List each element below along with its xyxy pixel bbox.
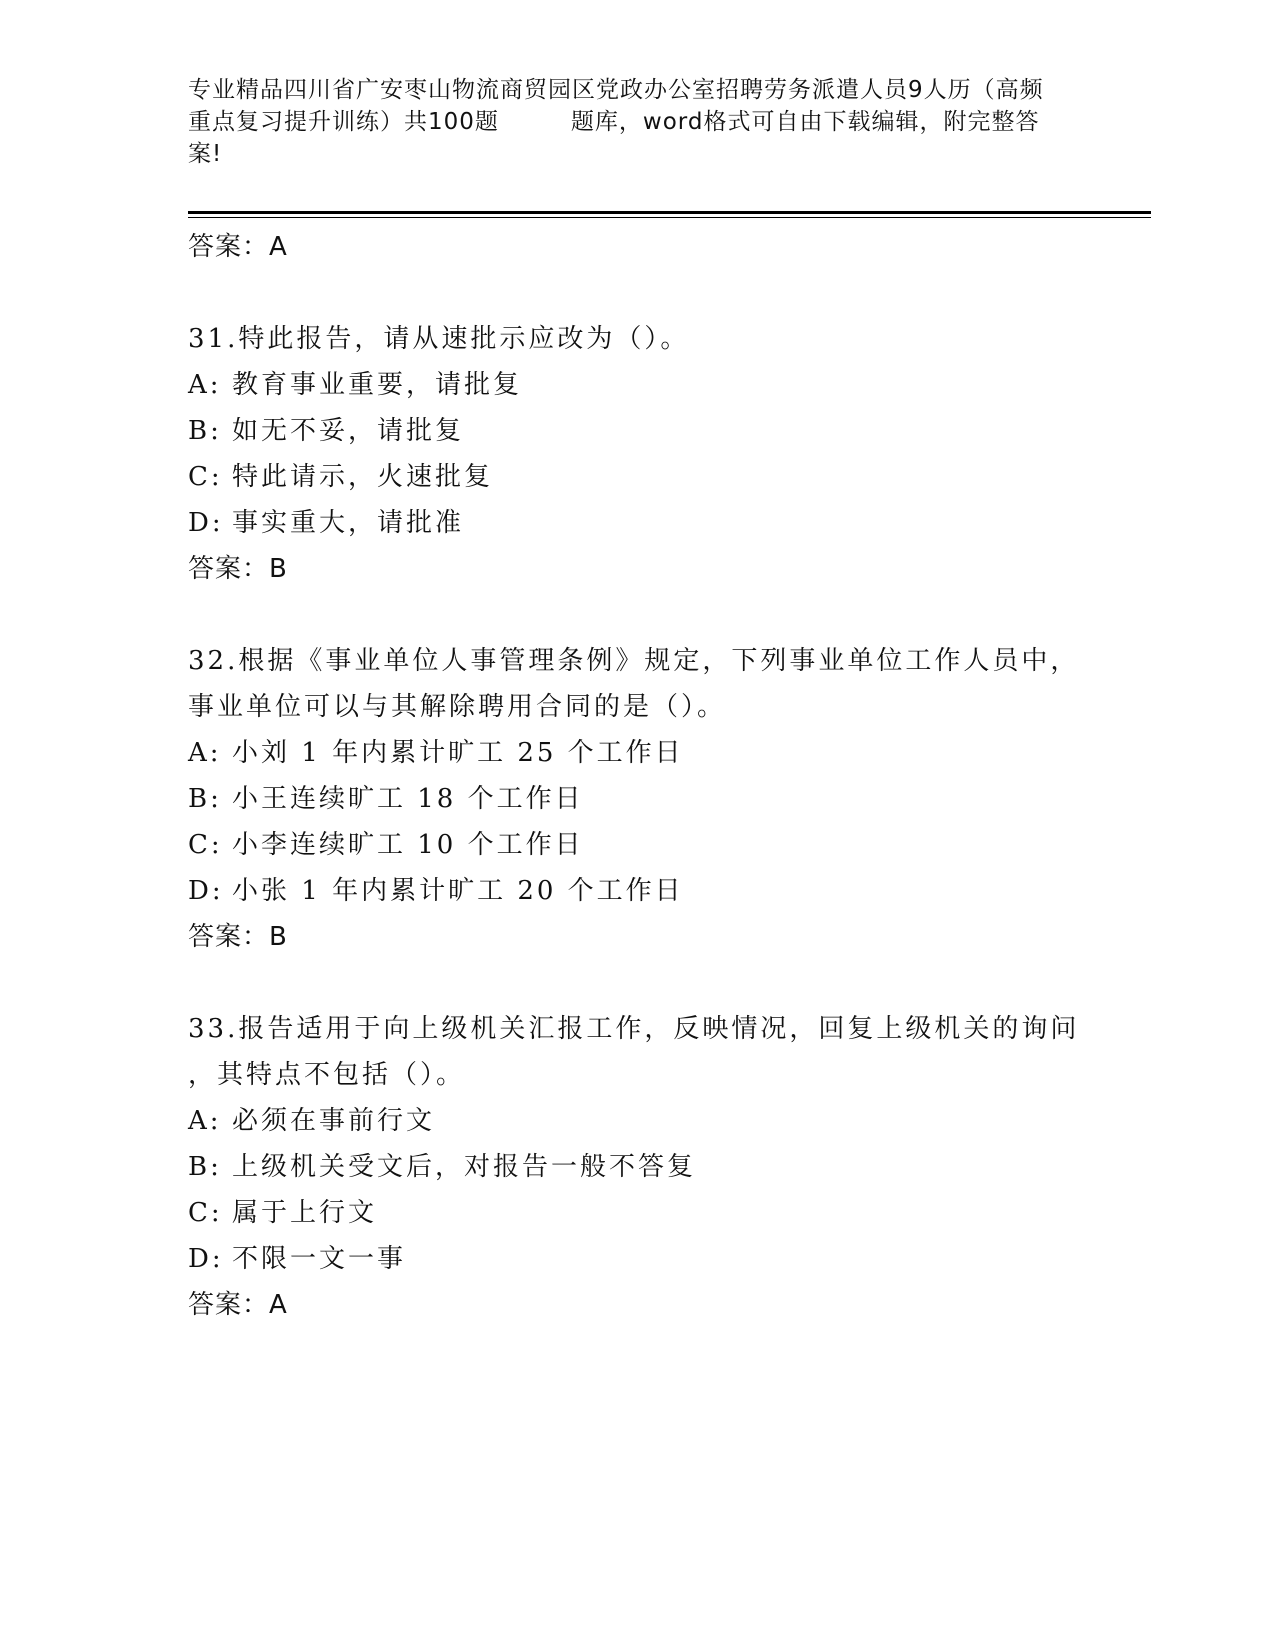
header-line: 专业精品四川省广安枣山物流商贸园区党政办公室招聘劳务派遣人员9人历（高频 bbox=[188, 77, 1044, 103]
option-b bbox=[188, 776, 1148, 822]
option-letter: A: bbox=[188, 1106, 222, 1136]
option-text: 小李连续旷工 10 个工作日 bbox=[232, 830, 584, 860]
option-a bbox=[188, 1098, 1148, 1144]
option-letter: A: bbox=[188, 738, 222, 768]
option-text: 事实重大，请批准 bbox=[232, 508, 465, 538]
option-b bbox=[188, 1144, 1148, 1190]
option-a bbox=[188, 730, 1148, 776]
header-line bbox=[188, 106, 1088, 138]
option-letter: D: bbox=[188, 1244, 224, 1274]
option-letter: B: bbox=[188, 416, 222, 446]
option-letter: C: bbox=[188, 830, 223, 860]
question-text: 33.报告适用于向上级机关汇报工作，反映情况，回复上级机关的询问 bbox=[188, 1014, 1080, 1044]
option-text: 特此请示，火速批复 bbox=[232, 462, 494, 492]
option-text: 上级机关受文后，对报告一般不答复 bbox=[232, 1152, 697, 1182]
question-text: 31.特此报告，请从速批示应改为（）。 bbox=[188, 324, 690, 354]
option-text: 小刘 1 年内累计旷工 25 个工作日 bbox=[232, 738, 684, 768]
header-text: 题库，word格式可自由下载编辑，附完整答 bbox=[570, 109, 1040, 135]
answer-label: 答案：A bbox=[188, 232, 288, 262]
question-item bbox=[188, 316, 1148, 592]
header-line: 案! bbox=[188, 141, 223, 167]
answer-label: 答案：A bbox=[188, 1290, 288, 1320]
header-divider bbox=[188, 211, 1151, 214]
option-letter: D: bbox=[188, 508, 224, 538]
question-item bbox=[188, 638, 1148, 960]
option-text: 必须在事前行文 bbox=[232, 1106, 436, 1136]
question-text: 32.根据《事业单位人事管理条例》规定，下列事业单位工作人员中， bbox=[188, 646, 1080, 676]
option-letter: A: bbox=[188, 370, 222, 400]
question-text: 事业单位可以与其解除聘用合同的是（）。 bbox=[188, 692, 727, 722]
option-text: 教育事业重要，请批复 bbox=[232, 370, 523, 400]
option-b bbox=[188, 408, 1148, 454]
option-text: 小张 1 年内累计旷工 20 个工作日 bbox=[232, 876, 684, 906]
option-text: 不限一文一事 bbox=[232, 1244, 407, 1274]
question-list bbox=[188, 224, 1148, 1328]
option-text: 属于上行文 bbox=[232, 1198, 378, 1228]
option-text: 如无不妥，请批复 bbox=[232, 416, 465, 446]
option-c bbox=[188, 454, 1148, 500]
option-letter: C: bbox=[188, 1198, 223, 1228]
answer-label: 答案：B bbox=[188, 922, 288, 952]
header-text: 重点复习提升训练）共100题 bbox=[188, 109, 499, 135]
option-d bbox=[188, 1236, 1148, 1282]
option-d bbox=[188, 868, 1148, 914]
option-c bbox=[188, 822, 1148, 868]
option-letter: B: bbox=[188, 784, 222, 814]
option-letter: B: bbox=[188, 1152, 222, 1182]
option-letter: C: bbox=[188, 462, 223, 492]
header-divider bbox=[188, 217, 1151, 218]
document-header bbox=[188, 74, 1088, 170]
option-a bbox=[188, 362, 1148, 408]
option-text: 小王连续旷工 18 个工作日 bbox=[232, 784, 584, 814]
option-d bbox=[188, 500, 1148, 546]
option-c bbox=[188, 1190, 1148, 1236]
option-letter: D: bbox=[188, 876, 224, 906]
question-text: ，其特点不包括（）。 bbox=[188, 1060, 466, 1090]
question-item bbox=[188, 1006, 1148, 1328]
answer-label: 答案：B bbox=[188, 554, 288, 584]
